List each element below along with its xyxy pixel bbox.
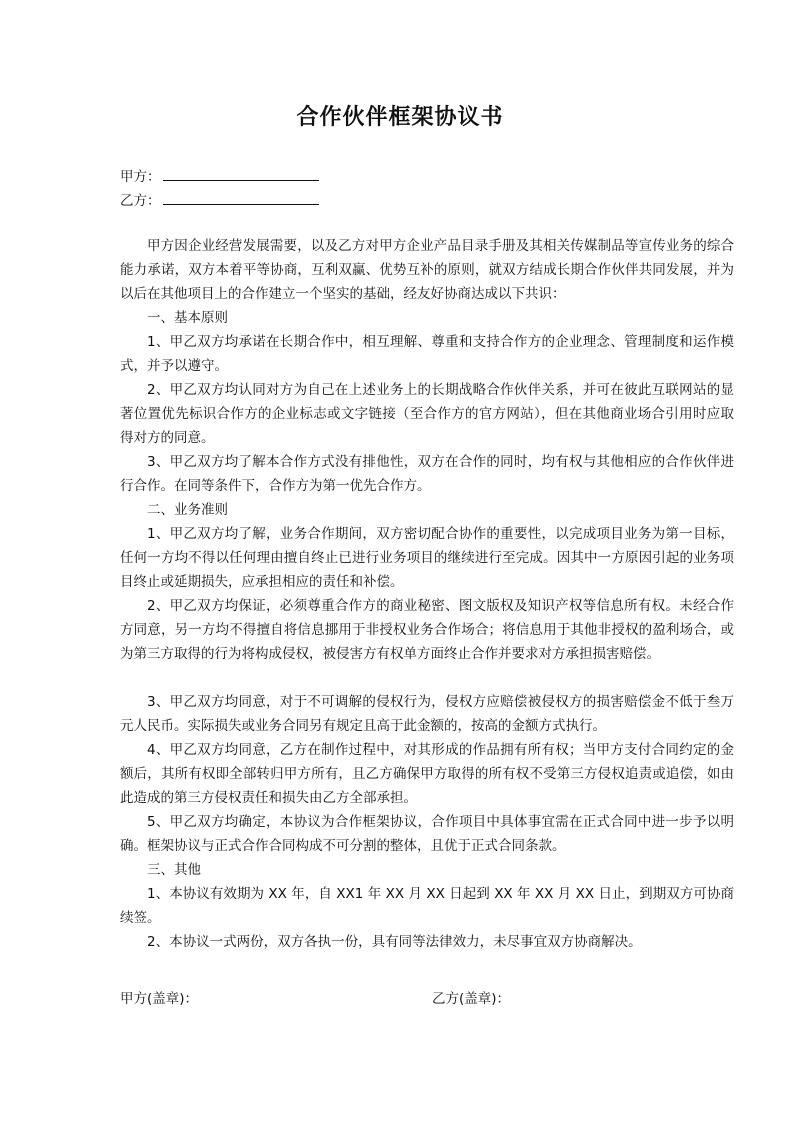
party-a-line <box>120 166 319 186</box>
clause-paragraph: 2、甲乙双方均认同对方为自己在上述业务上的长期战略合作伙伴关系，并可在彼此互联网站的显著位置优先标识合作方的企业标志或文字链接（至合作方的官方网站），但在其他商业场合引用时应取得对方的同意。 <box>120 382 734 446</box>
document-title: 合作伙伴框架协议书 <box>296 105 504 130</box>
clause-paragraph: 2、本协议一式两份，双方各执一份，具有同等法律效力，未尽事宜双方协商解决。 <box>147 934 642 950</box>
party-b-blank <box>163 190 319 205</box>
clause-paragraph: 2、甲乙双方均保证，必须尊重合作方的商业秘密、图文版权及知识产权等信息所有权。未经合作方同意，另一方均不得擅自将信息挪用于非授权业务合作场合；将信息用于其他非授权的盈利场合，或为第三方取得的行为将构成侵权，被侵害方有权单方面终止合作并要求对方承担损害赔偿。 <box>120 598 734 662</box>
clause-paragraph: 1、甲乙双方均承诺在长期合作中，相互理解、尊重和支持合作方的企业理念、管理制度和运作模式，并予以遵守。 <box>120 334 734 374</box>
clause-paragraph: 1、本协议有效期为 XX 年，自 XX1 年 XX 月 XX 日起到 XX 年 XX 月 XX 日止，到期双方可协商续签。 <box>120 886 734 926</box>
party-a-signature: 甲方(盖章)： <box>120 991 199 1007</box>
party-b-signature: 乙方(盖章)： <box>432 991 511 1007</box>
clause-paragraph: 3、甲乙双方均了解本合作方式没有排他性，双方在合作的同时，均有权与其他相应的合作伙伴进行合作。在同等条件下，合作方为第一优先合作方。 <box>120 454 734 494</box>
party-a-label: 甲方： <box>120 169 161 185</box>
blank-line <box>120 666 734 690</box>
clause-paragraph: 4、甲乙双方均同意，乙方在制作过程中，对其形成的作品拥有所有权；当甲方支付合同约定的金额后，其所有权即全部转归甲方所有，且乙方确保甲方取得的所有权不受第三方侵权追责或追偿，如由此造成的第三方侵权责任和损失由乙方全部承担。 <box>120 742 734 806</box>
party-b-label: 乙方： <box>120 193 161 209</box>
intro-paragraph: 甲方因企业经营发展需要，以及乙方对甲方企业产品目录手册及其相关传媒制品等宣传业务的综合能力承诺，双方本着平等协商，互利双赢、优势互补的原则，就双方结成长期合作伙伴共同发展，并为以后在其他项目上的合作建立一个坚实的基础，经友好协商达成以下共识： <box>120 238 734 302</box>
section-heading: 一、基本原则 <box>147 310 228 326</box>
section-heading: 二、业务准则 <box>147 502 228 518</box>
party-b-line <box>120 190 319 210</box>
clause-paragraph: 1、甲乙双方均了解，业务合作期间，双方密切配合协作的重要性，以完成项目业务为第一目标，任何一方均不得以任何理由擅自终止已进行业务项目的继续进行至完成。因其中一方原因引起的业务项目终止或延期损失，应承担相应的责任和补偿。 <box>120 526 734 590</box>
agreement-body <box>120 234 734 954</box>
clause-paragraph: 5、甲乙双方均确定，本协议为合作框架协议，合作项目中具体事宜需在正式合同中进一步予以明确。框架协议与正式合作合同构成不可分割的整体，且优于正式合同条款。 <box>120 814 734 854</box>
clause-paragraph: 3、甲乙双方均同意，对于不可调解的侵权行为，侵权方应赔偿被侵权方的损害赔偿金不低于叁万元人民币。实际损失或业务合同另有规定且高于此金额的，按高的金额方式执行。 <box>120 694 734 734</box>
party-a-blank <box>163 166 319 181</box>
section-heading: 三、其他 <box>147 862 201 878</box>
